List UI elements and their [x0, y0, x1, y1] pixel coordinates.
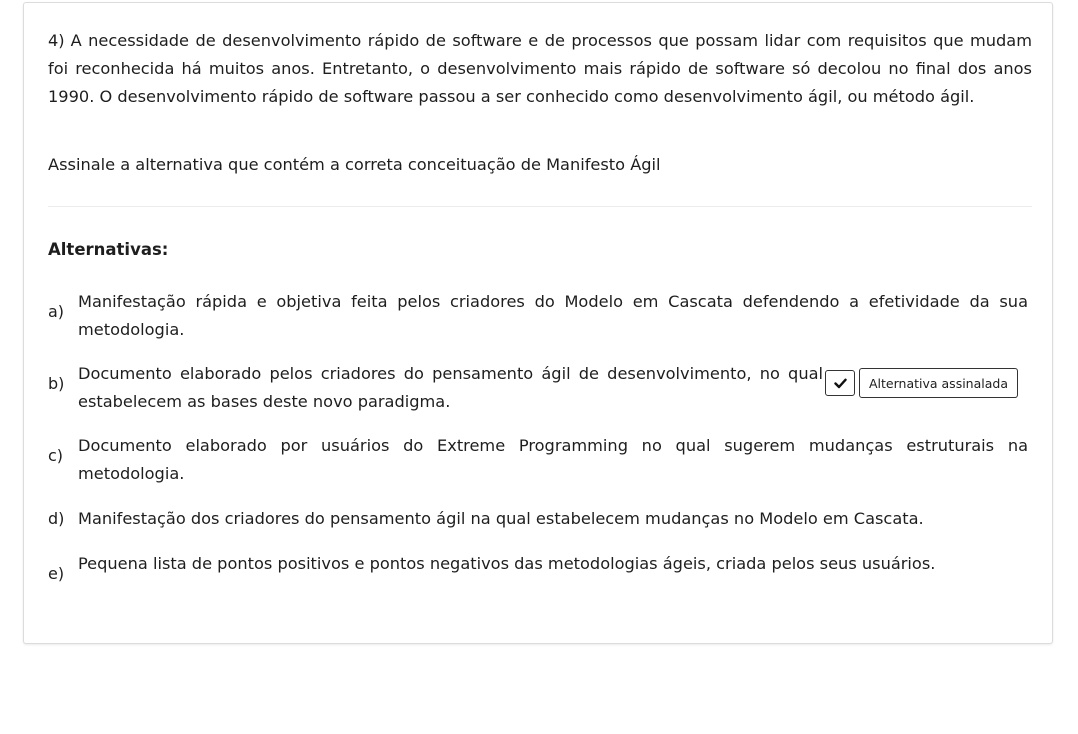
question-statement: A necessidade de desenvolvimento rápido de software e de processos que possam lidar com requisitos que mudam foi reconhecida há muitos anos. Entretanto, o desenvolvimento mais rápido de software só decolou no final dos anos 1990. O desenvolvimento rápido de software passou a ser conhecido como desenvolvimento ágil, ou método ágil.: [48, 31, 1032, 106]
alternatives-title: Alternativas:: [48, 240, 169, 259]
alternative-text: Documento elaborado pelos criadores do pensamento ágil de desenvolvimento, no qual estabelecem as bases deste novo paradigma.: [78, 364, 823, 411]
question-number: 4): [48, 31, 65, 50]
check-icon: [825, 370, 855, 396]
alternative-letter: d): [48, 509, 65, 528]
alternative-text: Manifestação dos criadores do pensamento ágil na qual estabelecem mudanças no Modelo em Cascata.: [78, 509, 924, 528]
selected-answer-badge: [825, 370, 1018, 398]
question-prompt: Assinale a alternativa que contém a correta conceituação de Manifesto Ágil: [48, 155, 661, 174]
alternative-text: Documento elaborado por usuários do Extreme Programming no qual sugerem mudanças estruturais na metodologia.: [78, 436, 1028, 483]
alternative-letter: c): [48, 446, 64, 465]
question-card: [23, 2, 1053, 644]
divider: [48, 206, 1032, 207]
alternative-text: Pequena lista de pontos positivos e pontos negativos das metodologias ágeis, criada pelos seus usuários.: [78, 554, 936, 573]
alternative-letter: a): [48, 302, 65, 321]
alternative-letter: e): [48, 564, 65, 583]
question-text-block: [48, 27, 1032, 111]
selected-answer-label: Alternativa assinalada: [859, 368, 1018, 398]
alternative-text: Manifestação rápida e objetiva feita pelos criadores do Modelo em Cascata defendendo a efetividade da sua metodologia.: [78, 292, 1028, 339]
alternative-letter: b): [48, 374, 65, 393]
